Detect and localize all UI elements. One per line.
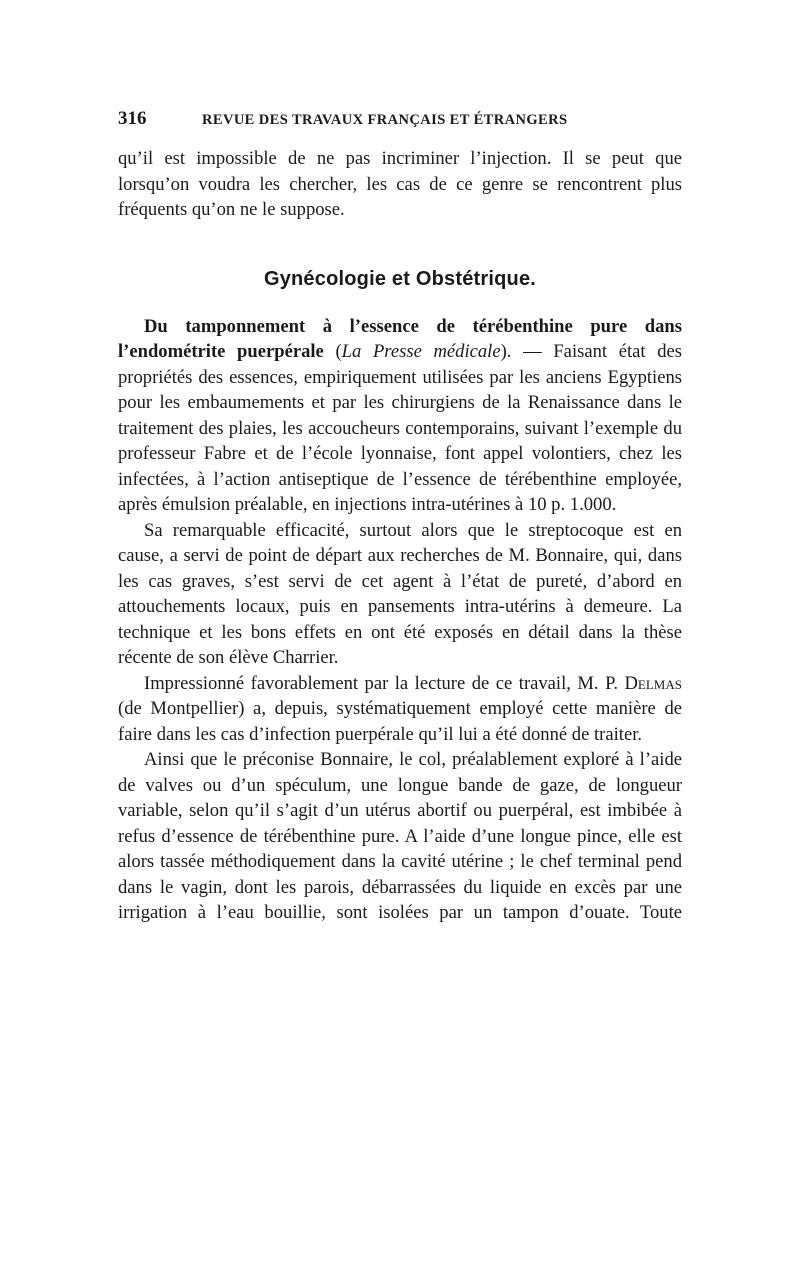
article-paragraph-4: Ainsi que le préconise Bonnaire, le col, préalablement exploré à l’aide de valves ou d’un spéculum, une longue bande de gaze, de longueur variable, selon qu’il s’agit d’un utérus abortif ou puerpéral, est imbibée à refus d’essence de térébenthine pure. A l’aide d’une longue pince, elle est alors tassée méthodiquement dans la cavité utérine ; le chef terminal pend dans le vagin, dont les parois, débarrassées du liquide en excès par une irrigation à l’eau bouillie, sont isolées par un tampon d’ouate. Toute (118, 749, 682, 923)
article-body-1: Faisant état des propriétés des essences, empiriquement utilisées par les anciens Egyptiens pour les embaumements et par les chirurgiens de la Renaissance dans le traitement des plaies, les accoucheurs contemporains, suivant l’exemple du professeur Fabre et de l’école lyonnaise, font appel volontiers, chez les infectées, à l’action antiseptique de l’essence de térébenthine employée, après émulsion préalable, en injections intra-utérines à 10 p. 1.000. (118, 341, 682, 515)
page-number: 316 (118, 108, 147, 129)
p3-after: (de Montpellier) a, depuis, systématiquement employé cette manière de faire dans les cas d’infection puerpérale qu’il lui a été donné de traiter. (118, 698, 682, 745)
intro-paragraph: qu’il est impossible de ne pas incriminer l’injection. Il se peut que lorsqu’on voudra les chercher, les cas de ce genre se rencontrent plus fréquents qu’on ne le suppose. (118, 148, 682, 220)
book-page (118, 108, 682, 926)
section-title: Gynécologie et Obstétrique. (263, 267, 537, 290)
article-source: La Presse médicale (341, 341, 501, 362)
running-head (118, 108, 682, 138)
p3-before: Impressionné favorablement par la lecture de ce travail, M. P. (144, 672, 625, 694)
source-open: ( (335, 341, 342, 362)
author-name: Delmas (624, 672, 682, 694)
article-paragraph-1 (118, 314, 682, 518)
article-title: Du tamponnement à l’essence de térébenthine pure dans l’endométrite puerpérale (118, 315, 682, 362)
source-close: ). — (500, 341, 554, 362)
article-paragraph-3 (118, 671, 682, 748)
article-paragraph-2: Sa remarquable efficacité, surtout alors que le streptocoque est en cause, a servi de point de départ aux recherches de M. Bonnaire, qui, dans les cas graves, s’est servi de cet agent à l’état de pureté, d’abord en attouchements locaux, puis en pansements intra-utérins à demeure. La technique et les bons effets en ont été exposés en détail dans la thèse récente de son élève Charrier. (118, 519, 682, 668)
running-title: REVUE DES TRAVAUX FRANÇAIS ET ÉTRANGERS (202, 112, 568, 128)
